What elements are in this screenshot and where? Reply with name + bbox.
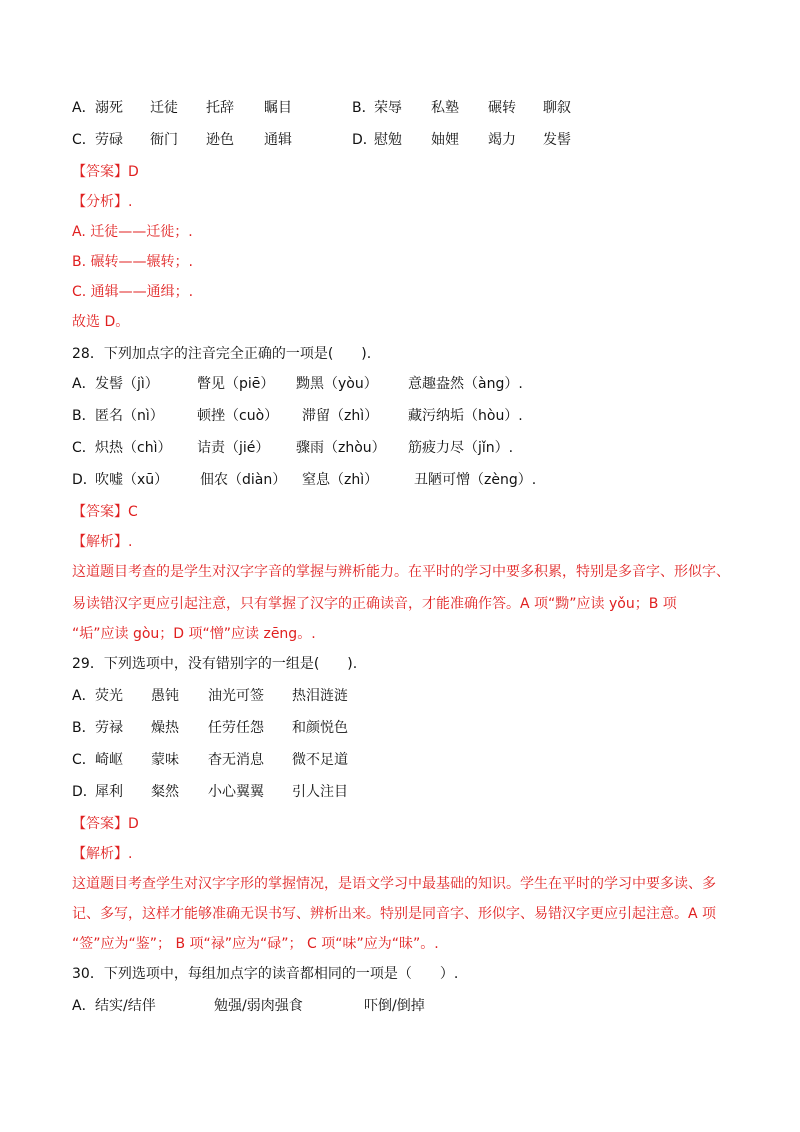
option-item: 粲然 xyxy=(151,784,179,800)
option-item: 托辞 xyxy=(206,100,234,116)
option-item: 诘责（jié） xyxy=(197,440,270,456)
option-item: 油光可签 xyxy=(208,688,264,704)
option-item: 小心翼翼 xyxy=(208,784,264,800)
option-item: 荧光 xyxy=(95,688,123,704)
q28-answer: 【答案】C xyxy=(72,504,138,520)
option-item: 私塾 xyxy=(431,100,459,116)
option-label: A． xyxy=(72,688,96,704)
option-item: 引人注目 xyxy=(292,784,348,800)
option-label: D． xyxy=(352,132,377,148)
option-item: 慰勉 xyxy=(374,132,402,148)
q28-explanation-2: 易读错汉字更应引起注意，只有掌握了汉字的正确读音，才能准确作答。A 项“黝”应读 yǒu；B 项 xyxy=(72,596,677,612)
option-item: 通辑 xyxy=(264,132,292,148)
option-label: B． xyxy=(352,100,376,116)
option-item: 热泪涟涟 xyxy=(292,688,348,704)
option-item: 黝黑（yòu） xyxy=(296,376,378,392)
option-item: 劳碌 xyxy=(95,132,123,148)
option-item: 藏污纳垢（hòu）. xyxy=(408,408,523,424)
option-item: 滞留（zhì） xyxy=(302,408,379,424)
q27-analysis-label: 【分析】. xyxy=(72,194,133,210)
option-label: A． xyxy=(72,998,96,1014)
option-item: 逊色 xyxy=(206,132,234,148)
option-label: C． xyxy=(72,440,96,456)
option-item: 勉强/弱肉强食 xyxy=(214,998,303,1014)
option-item: 丑陋可憎（zèng）. xyxy=(414,472,537,488)
option-item: 发髻（jì） xyxy=(95,376,159,392)
option-item: 劳禄 xyxy=(95,720,123,736)
option-item: 佃农（diàn） xyxy=(200,472,287,488)
option-item: 意趣盎然（àng）. xyxy=(408,376,523,392)
option-item: 匿名（nì） xyxy=(95,408,164,424)
option-item: 顿挫（cuò） xyxy=(197,408,279,424)
option-item: 发髻 xyxy=(543,132,571,148)
option-item: 妯娌 xyxy=(431,132,459,148)
option-item: 燥热 xyxy=(151,720,179,736)
option-item: 竭力 xyxy=(488,132,516,148)
option-item: 聊叙 xyxy=(543,100,571,116)
option-item: 吹嘘（xū） xyxy=(95,472,169,488)
option-item: 碾转 xyxy=(488,100,516,116)
option-item: 结实/结伴 xyxy=(95,998,156,1014)
option-item: 瞥见（piē） xyxy=(197,376,275,392)
option-item: 骤雨（zhòu） xyxy=(296,440,386,456)
option-item: 筋疲力尽（jǐn）. xyxy=(408,440,514,456)
q28-explanation-1: 这道题目考查的是学生对汉字字音的掌握与辨析能力。在平时的学习中要多积累，特别是多音字、形似字、 xyxy=(72,564,730,580)
q29-explanation-1: 这道题目考查学生对汉字字形的掌握情况，是语文学习中最基础的知识。学生在平时的学习中要多读、多 xyxy=(72,876,716,892)
q28-stem: 28．下列加点字的注音完全正确的一项是( ). xyxy=(72,346,372,362)
option-item: 吓倒/倒掉 xyxy=(364,998,425,1014)
q27-analysis-a: A. 迁徒——迁徙；. xyxy=(72,224,193,240)
q28-explanation-3: “垢”应读 gòu；D 项“憎”应读 zēng。. xyxy=(72,626,316,642)
option-item: 微不足道 xyxy=(292,752,348,768)
q29-answer: 【答案】D xyxy=(72,816,139,832)
q27-conclusion: 故选 D。 xyxy=(72,314,130,330)
option-label: C． xyxy=(72,752,96,768)
option-label: D． xyxy=(72,784,97,800)
option-label: C． xyxy=(72,132,96,148)
option-label: A． xyxy=(72,100,96,116)
option-item: 崎岖 xyxy=(95,752,123,768)
q29-explanation-2: 记、多写，这样才能够准确无误书写、辨析出来。特别是同音字、形似字、易错汉字更应引起注意。A 项 xyxy=(72,906,717,922)
option-item: 荣辱 xyxy=(374,100,402,116)
option-item: 杳无消息 xyxy=(208,752,264,768)
option-item: 犀利 xyxy=(95,784,123,800)
option-label: D． xyxy=(72,472,97,488)
option-item: 任劳任怨 xyxy=(208,720,264,736)
q27-analysis-b: B. 碾转——辗转；. xyxy=(72,254,193,270)
option-item: 衙门 xyxy=(150,132,178,148)
option-item: 蒙味 xyxy=(151,752,179,768)
option-label: B． xyxy=(72,408,96,424)
q29-analysis-label: 【解析】. xyxy=(72,846,133,862)
option-label: A． xyxy=(72,376,96,392)
q27-analysis-c: C. 通辑——通缉；. xyxy=(72,284,194,300)
q27-answer: 【答案】D xyxy=(72,164,139,180)
option-item: 溺死 xyxy=(95,100,123,116)
option-item: 迁徒 xyxy=(150,100,178,116)
option-item: 炽热（chì） xyxy=(95,440,172,456)
q28-analysis-label: 【解析】. xyxy=(72,534,133,550)
option-item: 窒息（zhì） xyxy=(302,472,379,488)
q29-explanation-3: “签”应为“鉴”； B 项“禄”应为“碌”； C 项“味”应为“昧”。. xyxy=(72,936,439,952)
q30-stem: 30．下列选项中，每组加点字的读音都相同的一项是（ ）. xyxy=(72,966,459,982)
option-label: B． xyxy=(72,720,96,736)
q29-stem: 29．下列选项中，没有错别字的一组是( ). xyxy=(72,656,358,672)
option-item: 愚钝 xyxy=(151,688,179,704)
option-item: 和颜悦色 xyxy=(292,720,348,736)
option-item: 瞩目 xyxy=(264,100,292,116)
